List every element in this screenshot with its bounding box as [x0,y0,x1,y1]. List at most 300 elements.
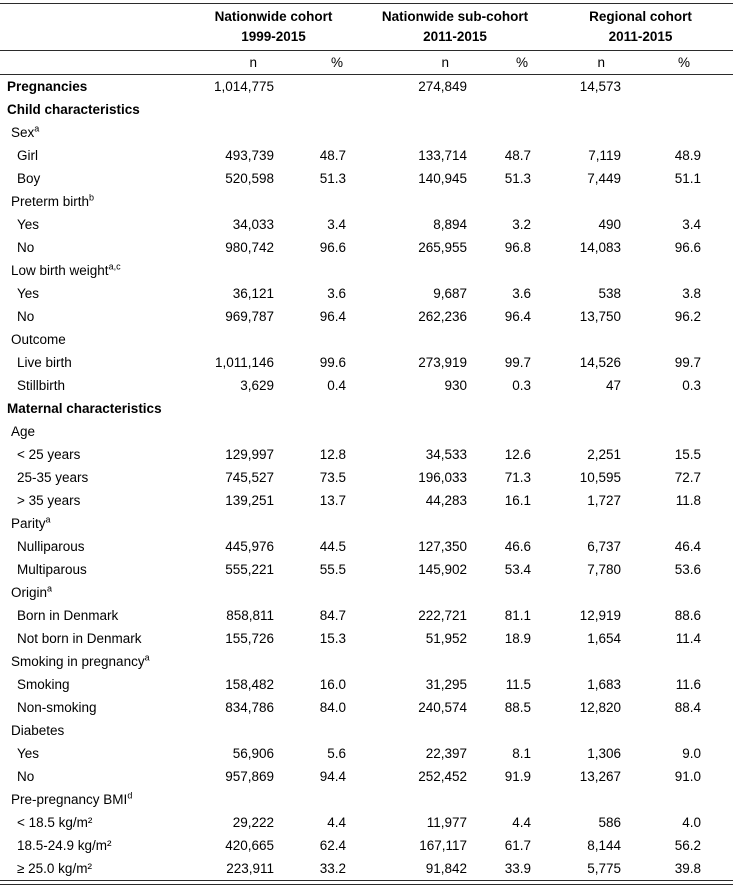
cell-value [362,650,478,673]
cell-value [548,190,640,213]
cell-value: 9.0 [682,746,702,761]
cell-value: 96.8 [504,240,531,255]
cell-value [478,121,548,144]
cell-value: 167,117 [419,838,467,853]
cell-value: 22,397 [425,746,467,761]
cell-value: 6,737 [587,539,621,554]
row-label: Maternal characteristics [7,401,162,416]
cell-value: 490 [598,217,621,232]
cell-value [548,420,640,443]
table-row [0,558,733,581]
subheader-percent: % [478,51,548,75]
cell-value [478,75,548,99]
cell-value: 0.3 [512,378,531,393]
cell-value: 1,683 [587,677,621,692]
cell-value [640,98,733,121]
cell-value [548,719,640,742]
cell-value: 274,849 [418,79,467,94]
footnote-marker: a [34,123,40,134]
cell-value: 48.7 [504,148,531,163]
cell-value [478,719,548,742]
row-label: 18.5-24.9 kg/m² [17,838,112,853]
table-row [0,374,733,397]
row-label: Non-smoking [17,700,97,715]
cell-value [640,512,733,535]
cell-value: 222,721 [418,608,467,623]
cell-value [292,719,362,742]
cell-value: 445,976 [225,539,274,554]
row-label: Multiparous [17,562,87,577]
cell-value [292,650,362,673]
cell-value [478,328,548,351]
table-row [0,167,733,190]
cell-value: 11,977 [426,815,467,830]
table-row [0,236,733,259]
cell-value [185,581,292,604]
row-label: < 25 years [17,447,81,462]
cell-value [292,190,362,213]
cell-value: 252,452 [418,769,467,784]
cell-value: 520,598 [225,171,274,186]
table-row [0,604,733,627]
cell-value: 51,952 [425,631,467,646]
footnote-marker: a [47,583,53,594]
cell-value: 56,906 [232,746,274,761]
table-row [0,144,733,167]
subheader-percent: % [640,51,733,75]
cell-value: 11.4 [675,631,702,646]
cell-value [362,420,478,443]
cell-value: 47 [605,378,621,393]
cell-value: 53.4 [504,562,531,577]
table-row [0,213,733,236]
cell-value: 3.6 [327,286,346,301]
table-row [0,420,733,443]
column-group-years: 2011-2015 [608,29,673,44]
cell-value: 262,236 [418,309,467,324]
cell-value [640,190,733,213]
cell-value: 12,919 [579,608,621,623]
cell-value: 957,869 [225,769,274,784]
cell-value: 223,911 [185,857,292,881]
cell-value: 3.6 [512,286,531,301]
cell-value: 7,119 [588,148,621,163]
cell-value: 139,251 [225,493,274,508]
cell-value: 88.6 [674,608,702,623]
cell-value [548,581,640,604]
cell-value: 834,786 [225,700,274,715]
cell-value: 15.5 [674,447,702,462]
row-label: Boy [17,171,41,186]
row-label: Born in Denmark [17,608,119,623]
cell-value [292,121,362,144]
cell-value: 3.8 [682,286,702,301]
cell-value [292,328,362,351]
cell-value [185,512,292,535]
row-label: Nulliparous [17,539,85,554]
cell-value: 61.7 [504,838,531,853]
cell-value [185,121,292,144]
cell-value [548,512,640,535]
row-label: Outcome [11,332,66,347]
cell-value: 196,033 [418,470,467,485]
cell-value: 62.4 [319,838,346,853]
cell-value: 3.4 [327,217,346,232]
column-group-regional-cohort [548,4,733,51]
cell-value: 7,780 [587,562,621,577]
cell-value: 3.4 [682,217,702,232]
cohort-characteristics-table [0,3,733,881]
cell-value [640,121,733,144]
cell-value [292,397,362,420]
cell-value: 99.7 [504,355,531,370]
cell-value: 13,267 [579,769,621,784]
row-label: Stillbirth [17,378,66,393]
subheader-n: n [185,51,292,75]
cell-value: 10,595 [579,470,621,485]
cell-value: 538 [598,286,621,301]
cell-value [362,328,478,351]
cell-value: 53.6 [674,562,702,577]
row-label: Origin$^a$ [11,583,53,600]
cell-value [640,581,733,604]
table-row [0,98,733,121]
row-label: No [17,240,35,255]
cell-value [362,397,478,420]
cell-value: 127,350 [418,539,467,554]
row-label: Low birth weight$^{a,c}$ [11,261,121,278]
cell-value [185,259,292,282]
table-row [0,443,733,466]
cell-value [478,397,548,420]
cell-value: 265,955 [418,240,467,255]
cell-value: 39.8 [640,857,733,881]
cell-value [640,75,733,99]
row-label: < 18.5 kg/m² [17,815,93,830]
cell-value: 72.7 [674,470,702,485]
cell-value [292,259,362,282]
cell-value: 33.9 [478,857,548,881]
cell-value: 36,121 [232,286,274,301]
cell-value [362,121,478,144]
cell-value: 51.1 [674,171,702,186]
cell-value: 2,251 [587,447,621,462]
cell-value: 48.7 [319,148,346,163]
row-label: Parity$^a$ [11,514,51,531]
cell-value [640,650,733,673]
column-group-title: Nationwide cohort [214,9,333,24]
footnote-marker: b [89,192,95,203]
cell-value: 980,742 [225,240,274,255]
row-label: Child characteristics [7,102,140,117]
cell-value: 858,811 [226,608,274,623]
cell-value: 44.5 [319,539,346,554]
cell-value: 493,739 [225,148,274,163]
cell-value: 12.8 [319,447,346,462]
cell-value: 11.8 [675,493,702,508]
cell-value: 84.7 [319,608,346,623]
row-label: 25-35 years [17,470,89,485]
cell-value: 745,527 [225,470,274,485]
footnote-marker: a [45,514,51,525]
table-row [0,305,733,328]
row-label: Girl [17,148,38,163]
cell-value: 240,574 [418,700,467,715]
table-row [0,742,733,765]
cell-value [548,788,640,811]
cell-value: 133,714 [418,148,467,163]
cell-value: 930 [444,378,467,393]
cell-value: 7,449 [587,171,621,186]
cell-value: 88.5 [504,700,531,715]
cell-value [362,581,478,604]
row-label: Diabetes [11,723,65,738]
cell-value: 129,997 [225,447,274,462]
cell-value [185,650,292,673]
footnote-marker: a,c [108,261,121,272]
cell-value: 8,894 [433,217,467,232]
table-bottom-rule [0,884,733,885]
cell-value [548,397,640,420]
table-row [0,627,733,650]
table-row [0,282,733,305]
cell-value: 84.0 [319,700,346,715]
cell-value [362,259,478,282]
cell-value: 4.4 [512,815,531,830]
footnote-marker: d [127,790,133,801]
cell-value [362,788,478,811]
cell-value: 5.6 [327,746,346,761]
cell-value: 0.3 [682,378,702,393]
cell-value: 91.0 [674,769,702,784]
cell-value: 48.9 [674,148,702,163]
cell-value: 1,654 [587,631,621,646]
cell-value: 555,221 [225,562,274,577]
cell-value: 273,919 [418,355,467,370]
cell-value: 96.4 [504,309,531,324]
subheader-percent: % [292,51,362,75]
table-row [0,857,733,881]
cell-value: 11.5 [505,677,531,692]
cell-value [640,397,733,420]
cell-value [478,420,548,443]
cell-value: 91.9 [504,769,531,784]
cell-value: 8.1 [512,746,531,761]
table-row [0,535,733,558]
row-label: Pregnancies [7,79,88,94]
cell-value: 51.3 [319,171,346,186]
row-label: Smoking [17,677,70,692]
cell-value [548,328,640,351]
cell-value: 5,775 [548,857,640,881]
table-row [0,75,733,99]
cell-value: 99.6 [319,355,346,370]
row-label: > 35 years [17,493,81,508]
cell-value: 81.1 [504,608,531,623]
cell-value: 94.4 [319,769,346,784]
cell-value [292,420,362,443]
cell-value: 8,144 [587,838,621,853]
row-label: Live birth [17,355,72,370]
cell-value: 4.0 [682,815,702,830]
subheader-n: n [548,51,640,75]
table-row [0,765,733,788]
cell-value: 96.6 [674,240,702,255]
cell-value [548,98,640,121]
cell-value: 34,033 [232,217,274,232]
cell-value: 55.5 [319,562,346,577]
cell-value [548,259,640,282]
table-row [0,489,733,512]
cell-value [640,420,733,443]
cell-value [548,650,640,673]
table-row [0,351,733,374]
row-label: Yes [17,217,40,232]
cell-value [185,328,292,351]
cell-value [185,98,292,121]
cell-value: 46.4 [674,539,702,554]
cell-value [478,650,548,673]
cell-value: 51.3 [504,171,531,186]
row-label: Yes [17,746,40,761]
cell-value [185,420,292,443]
column-group-header-row [0,4,733,51]
cell-value [478,581,548,604]
table-row [0,811,733,834]
cell-value: 96.6 [319,240,346,255]
row-label: No [17,769,35,784]
cell-value: 1,306 [587,746,621,761]
table-row [0,788,733,811]
table-row [0,121,733,144]
cell-value [548,121,640,144]
cell-value [478,98,548,121]
column-group-years: 2011-2015 [423,29,487,44]
cell-value: 13.7 [319,493,346,508]
cell-value: 13,750 [579,309,621,324]
cell-value: 1,727 [587,493,621,508]
cell-value: 56.2 [674,838,702,853]
cell-value [640,259,733,282]
column-group-title: Nationwide sub-cohort [381,9,529,24]
row-label: Sex$^a$ [11,123,40,140]
cell-value [185,788,292,811]
table-row [0,834,733,857]
cell-value: 11.6 [675,677,702,692]
cell-value: 16.0 [319,677,346,692]
table-row [0,719,733,742]
cell-value: 12.6 [504,447,531,462]
column-group-nationwide-sub-cohort [362,4,548,51]
cell-value: 3.2 [512,217,531,232]
cell-value [185,190,292,213]
table-body [0,75,733,881]
row-label: Not born in Denmark [17,631,142,646]
cell-value: 420,665 [225,838,274,853]
cell-value: 91,842 [362,857,478,881]
footnote-marker: a [144,652,150,663]
cell-value: 34,533 [425,447,467,462]
cell-value [292,581,362,604]
cell-value: 12,820 [579,700,621,715]
cell-value: 155,726 [225,631,274,646]
cell-value: 4.4 [327,815,346,830]
cell-value: 15.3 [319,631,346,646]
cell-value [478,190,548,213]
cell-value: 14,573 [579,79,621,94]
table-row [0,512,733,535]
table-row [0,696,733,719]
cell-value: 46.6 [504,539,531,554]
cell-value: 0.4 [327,378,346,393]
table-row [0,673,733,696]
cell-value: 140,945 [418,171,467,186]
label-column-subheader [0,51,185,75]
table-row [0,581,733,604]
cell-value [640,719,733,742]
cell-value [362,98,478,121]
row-label: Preterm birth$^b$ [11,192,95,209]
cell-value: 96.4 [319,309,346,324]
cell-value [185,719,292,742]
column-group-title: Regional cohort [589,9,692,24]
cell-value [362,512,478,535]
table-row [0,190,733,213]
cell-value: 9,687 [433,286,467,301]
cell-value: 969,787 [225,309,274,324]
table-row [0,397,733,420]
cell-value: 73.5 [319,470,346,485]
row-label: No [17,309,35,324]
row-label: Smoking in pregnancy$^a$ [11,652,150,669]
cell-value: 96.2 [674,309,702,324]
cell-value: 99.7 [674,355,702,370]
column-group-nationwide-cohort [185,4,362,51]
cell-value [292,75,362,99]
table-row [0,328,733,351]
cell-value [478,512,548,535]
cell-value [362,190,478,213]
cell-value: 16.1 [504,493,531,508]
cell-value [640,788,733,811]
cell-value [292,788,362,811]
cell-value: 1,014,775 [213,79,274,94]
cell-value [292,98,362,121]
table-row [0,650,733,673]
cell-value [478,788,548,811]
cell-value: 18.9 [504,631,531,646]
cell-value: 14,083 [579,240,621,255]
cell-value [362,719,478,742]
cell-value: 88.4 [674,700,702,715]
cell-value: 145,902 [418,562,467,577]
row-label: Age [11,424,36,439]
cell-value [640,328,733,351]
row-label: Yes [17,286,40,301]
cell-value: 44,283 [425,493,467,508]
table-row [0,466,733,489]
cell-value: 158,482 [225,677,274,692]
table-row [0,259,733,282]
cell-value: 586 [598,815,621,830]
cell-value [292,512,362,535]
row-label: ≥ 25.0 kg/m² [0,857,185,881]
cell-value: 31,295 [425,677,467,692]
subheader-n: n [362,51,478,75]
row-label: Pre-pregnancy BMI$^d$ [11,790,133,807]
cell-value: 71.3 [504,470,531,485]
cell-value: 1,011,146 [214,355,274,370]
